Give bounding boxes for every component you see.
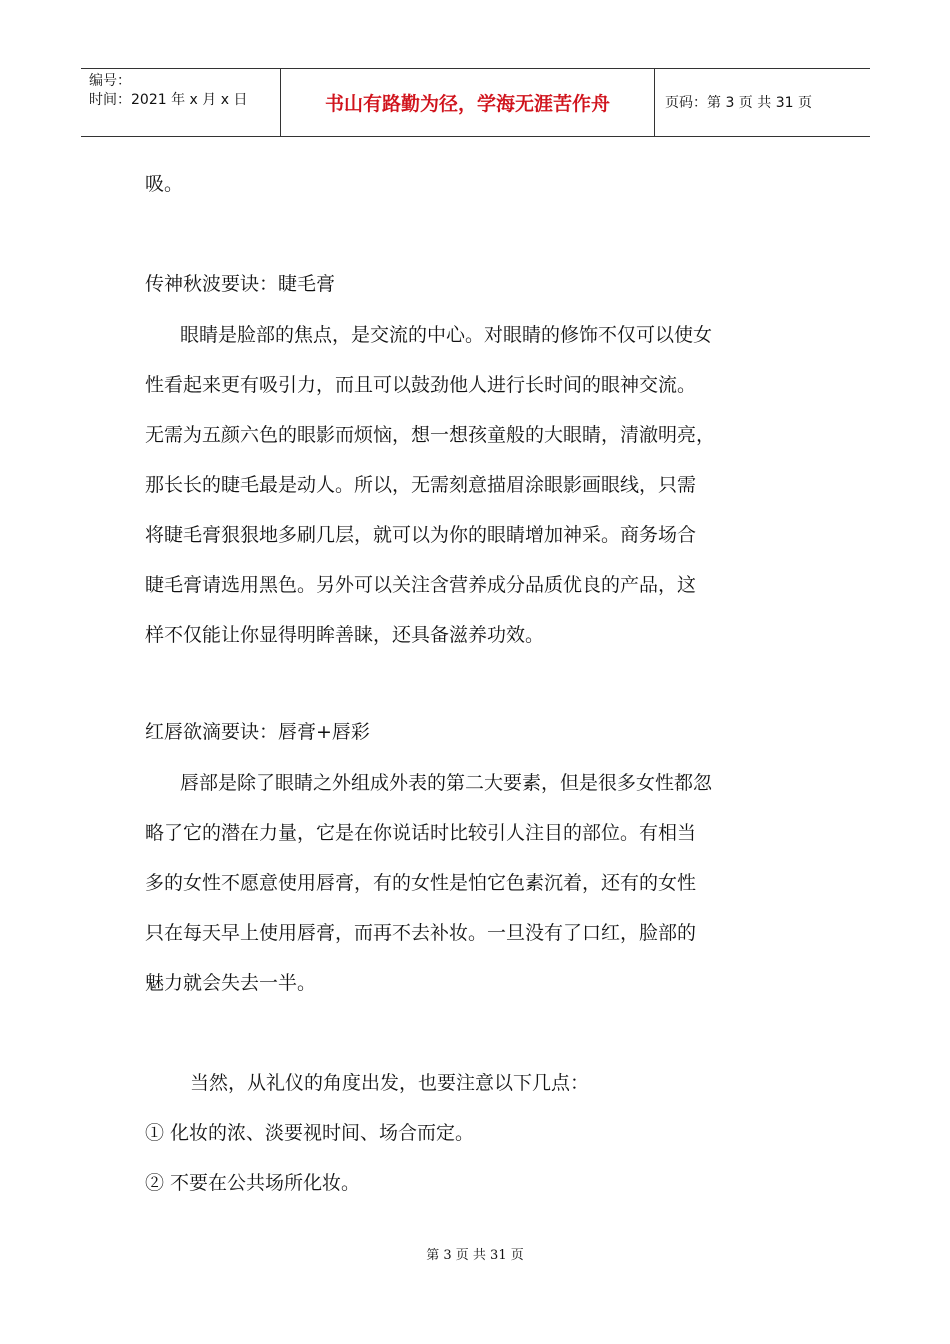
paragraph-line: 将睫毛膏狠狠地多刷几层，就可以为你的眼睛增加神采。商务场合 [145, 524, 697, 546]
list-item: ① 化妆的浓、淡要视时间、场合而定。 [145, 1122, 475, 1144]
paragraph-line: 性看起来更有吸引力，而且可以鼓劲他人进行长时间的眼神交流。 [145, 374, 697, 396]
section-heading-lips: 红唇欲滴要诀：唇膏+唇彩 [145, 721, 370, 743]
header-motto-cell [281, 69, 655, 136]
paragraph-line: 样不仅能让你显得明眸善睐，还具备滋养功效。 [145, 624, 545, 646]
serial-number-label: 编号： [89, 73, 131, 89]
paragraph-line: 唇部是除了眼睛之外组成外表的第二大要素，但是很多女性都忽 [180, 772, 713, 794]
paragraph-line: 那长长的睫毛最是动人。所以，无需刻意描眉涂眼影画眼线，只需 [145, 474, 697, 496]
header-page-cell [655, 69, 870, 136]
paragraph-line: 无需为五颜六色的眼影而烦恼，想一想孩童般的大眼睛，清澈明亮， [145, 424, 716, 446]
paragraph-line: 只在每天早上使用唇膏，而再不去补妆。一旦没有了口红，脸部的 [145, 922, 697, 944]
date-label: 时间：2021 年 x 月 x 日 [89, 92, 248, 108]
section-heading-mascara: 传神秋波要诀：睫毛膏 [145, 273, 336, 295]
paragraph-line: 睫毛膏请选用黑色。另外可以关注含营养成分品质优良的产品，这 [145, 574, 697, 596]
paragraph-line: 眼睛是脸部的焦点，是交流的中心。对眼睛的修饰不仅可以使女 [180, 324, 713, 346]
paragraph-line: 当然，从礼仪的角度出发，也要注意以下几点： [190, 1072, 590, 1094]
header-motto: 书山有路勤为径，学海无涯苦作舟 [324, 93, 610, 115]
header-page-number: 页码：第 3 页 共 31 页 [665, 95, 812, 111]
list-item: ② 不要在公共场所化妆。 [145, 1172, 361, 1194]
header-info-cell [81, 69, 281, 136]
page-header [81, 68, 870, 137]
paragraph-line: 吸。 [145, 173, 184, 195]
paragraph-line: 多的女性不愿意使用唇膏，有的女性是怕它色素沉着，还有的女性 [145, 872, 697, 894]
paragraph-line: 略了它的潜在力量，它是在你说话时比较引人注目的部位。有相当 [145, 822, 697, 844]
page-footer: 第 3 页 共 31 页 [426, 1248, 524, 1263]
paragraph-line: 魅力就会失去一半。 [145, 972, 317, 994]
